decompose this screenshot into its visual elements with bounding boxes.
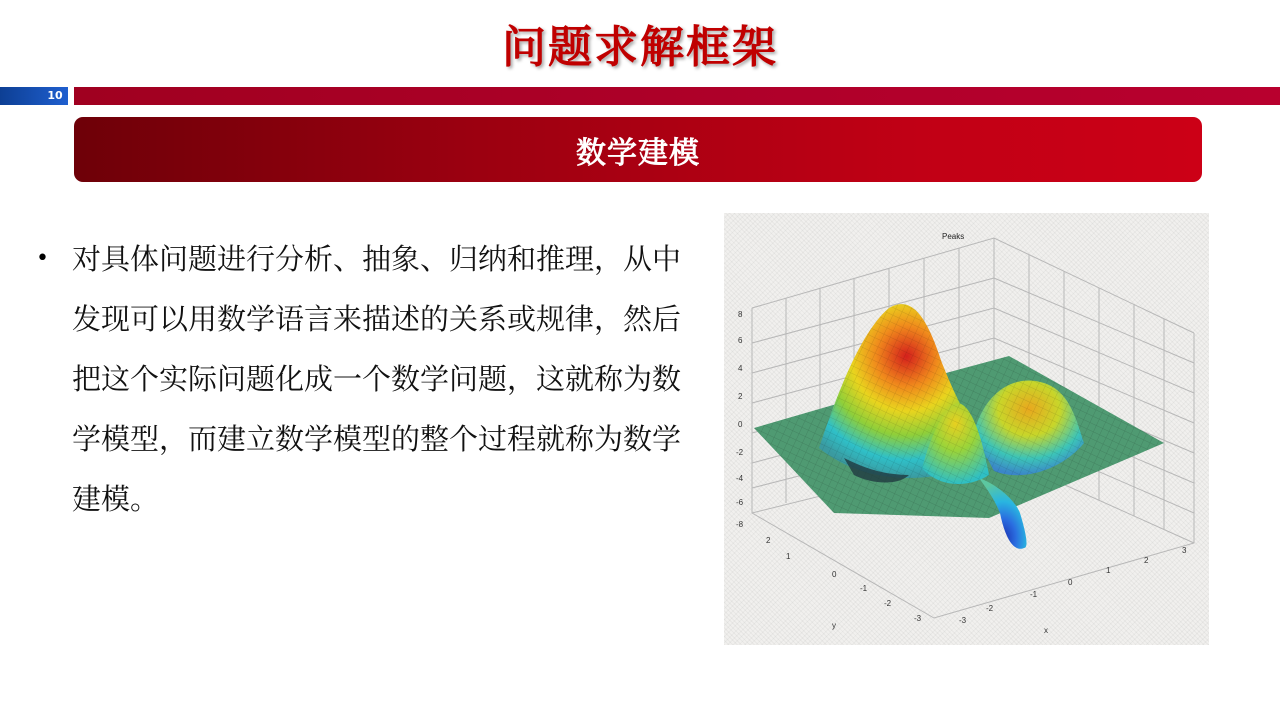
section-label: 数学建模: [576, 135, 700, 171]
x-tick: -3: [959, 616, 967, 625]
y-axis-ticks: [766, 536, 922, 630]
x-tick: 0: [1068, 578, 1073, 587]
x-tick: 1: [1106, 566, 1111, 575]
z-tick: -6: [736, 498, 744, 507]
section-header-bar: [74, 117, 1202, 182]
peaks-surface-plot: [724, 213, 1209, 645]
y-axis-label: y: [832, 621, 836, 630]
peaks-surface-figure: [724, 213, 1209, 645]
z-tick: -8: [736, 520, 744, 529]
y-tick: 0: [832, 570, 837, 579]
x-axis-ticks: [959, 546, 1187, 635]
z-tick: 8: [738, 310, 743, 319]
y-tick: 2: [766, 536, 771, 545]
y-tick: 1: [786, 552, 791, 561]
bullet-item: [32, 229, 692, 529]
plot-title: Peaks: [942, 232, 965, 241]
x-tick: 2: [1144, 556, 1149, 565]
z-tick: 0: [738, 420, 743, 429]
x-axis-label: x: [1044, 626, 1048, 635]
z-axis-ticks: [736, 310, 744, 529]
z-tick: -2: [736, 448, 744, 457]
x-tick: 3: [1182, 546, 1187, 555]
bullet-paragraph: 对具体问题进行分析、抽象、归纳和推理，从中发现可以用数学语言来描述的关系或规律，然后把这个实际问题化成一个数学问题，这就称为数学模型，而建立数学模型的整个过程就称为数学建模。: [72, 242, 682, 516]
page-number: 10: [47, 89, 63, 102]
z-tick: 4: [738, 364, 743, 373]
y-tick: -1: [860, 584, 868, 593]
z-tick: 6: [738, 336, 743, 345]
z-tick: -4: [736, 474, 744, 483]
y-tick: -3: [914, 614, 922, 623]
z-tick: 2: [738, 392, 743, 401]
x-tick: -2: [986, 604, 994, 613]
header-rule: [74, 87, 1280, 105]
x-tick: -1: [1030, 590, 1038, 599]
y-tick: -2: [884, 599, 892, 608]
bullet-marker: •: [36, 246, 49, 271]
slide-title: 问题求解框架: [502, 22, 778, 73]
